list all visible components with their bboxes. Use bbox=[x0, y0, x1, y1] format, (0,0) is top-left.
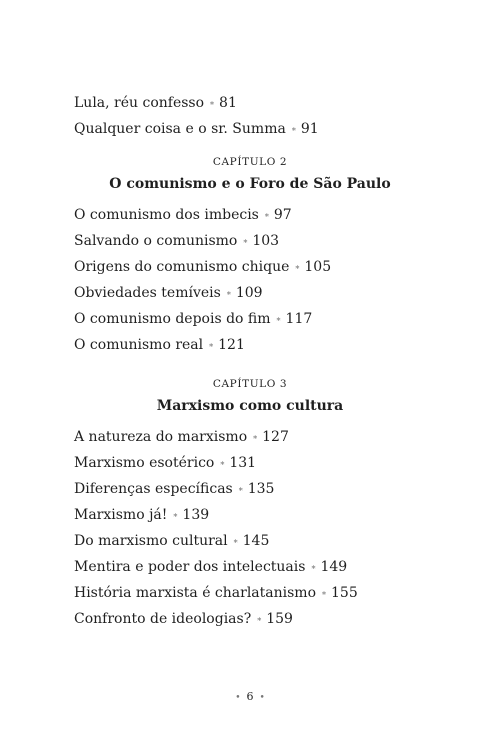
entry-page: 103 bbox=[252, 233, 280, 249]
entry-title: Do marxismo cultural bbox=[74, 533, 228, 549]
toc-entry bbox=[74, 332, 331, 358]
toc-entry bbox=[74, 450, 358, 476]
separator-icon: ⁎ bbox=[243, 236, 248, 245]
chapter-3-label: CAPÍTULO 3 bbox=[212, 378, 288, 390]
entry-page: 149 bbox=[320, 559, 348, 575]
page-number: 6 bbox=[246, 690, 254, 703]
separator-icon: ⁎ bbox=[233, 536, 238, 545]
entry-page: 127 bbox=[262, 429, 289, 445]
entry-title: Marxismo esotérico bbox=[74, 455, 215, 471]
entry-page: 159 bbox=[266, 611, 293, 627]
dot-icon: • bbox=[259, 693, 265, 703]
toc-section-top bbox=[74, 90, 319, 142]
separator-icon: ⁎ bbox=[295, 262, 300, 271]
entry-page: 155 bbox=[331, 585, 358, 601]
separator-icon: ⁎ bbox=[209, 340, 214, 349]
toc-entry bbox=[74, 476, 358, 502]
entry-title: Obviedades temíveis bbox=[74, 285, 221, 301]
entry-page: 91 bbox=[300, 121, 319, 137]
chapter-3-title: Marxismo como cultura bbox=[156, 398, 344, 414]
chapter-2-title: O comunismo e o Foro de São Paulo bbox=[109, 176, 391, 192]
separator-icon: ⁎ bbox=[257, 614, 262, 623]
entry-title: Qualquer coisa e o sr. Summa bbox=[74, 121, 286, 137]
separator-icon: ⁎ bbox=[253, 432, 258, 441]
entry-title: Origens do comunismo chique bbox=[74, 259, 290, 275]
toc-entry bbox=[74, 202, 331, 228]
separator-icon: ⁎ bbox=[220, 458, 225, 467]
separator-icon: ⁎ bbox=[226, 288, 231, 297]
entry-page: 97 bbox=[273, 207, 292, 223]
toc-entry bbox=[74, 606, 358, 632]
entry-title: O comunismo dos imbecis bbox=[74, 207, 259, 223]
entry-title: Mentira e poder dos intelectuais bbox=[74, 559, 306, 575]
toc-section-chapter-2 bbox=[74, 202, 331, 358]
entry-title: História marxista é charlatanismo bbox=[74, 585, 316, 601]
toc-entry bbox=[74, 116, 319, 142]
toc-entry bbox=[74, 228, 331, 254]
chapter-2-label: CAPÍTULO 2 bbox=[212, 156, 288, 168]
entry-title: A natureza do marxismo bbox=[74, 429, 248, 445]
entry-page: 135 bbox=[247, 481, 275, 497]
entry-title: Diferenças específicas bbox=[74, 481, 233, 497]
entry-page: 139 bbox=[182, 507, 210, 523]
page-folio bbox=[0, 690, 500, 703]
entry-title: O comunismo depois do fim bbox=[74, 311, 271, 327]
entry-title: O comunismo real bbox=[74, 337, 204, 353]
entry-title: Lula, réu confesso bbox=[74, 95, 205, 111]
separator-icon: ⁎ bbox=[311, 562, 316, 571]
toc-section-chapter-3 bbox=[74, 424, 358, 632]
separator-icon: ⁎ bbox=[322, 588, 326, 597]
toc-entry bbox=[74, 554, 358, 580]
entry-page: 109 bbox=[235, 285, 263, 301]
separator-icon: ⁎ bbox=[238, 484, 243, 493]
separator-icon: ⁎ bbox=[210, 98, 215, 107]
entry-title: Confronto de ideologias? bbox=[74, 611, 252, 627]
entry-page: 145 bbox=[242, 533, 270, 549]
separator-icon: ⁎ bbox=[264, 210, 269, 219]
separator-icon: ⁎ bbox=[291, 124, 296, 133]
entry-title: Salvando o comunismo bbox=[74, 233, 238, 249]
toc-entry bbox=[74, 580, 358, 606]
toc-entry bbox=[74, 306, 331, 332]
toc-entry bbox=[74, 502, 358, 528]
entry-page: 81 bbox=[219, 95, 237, 111]
entry-page: 121 bbox=[218, 337, 245, 353]
toc-entry bbox=[74, 424, 358, 450]
toc-entry bbox=[74, 528, 358, 554]
dot-icon: • bbox=[235, 693, 241, 703]
entry-title: Marxismo já! bbox=[74, 507, 168, 523]
separator-icon: ⁎ bbox=[173, 510, 178, 519]
entry-page: 105 bbox=[304, 259, 332, 275]
toc-entry bbox=[74, 90, 319, 116]
entry-page: 131 bbox=[229, 455, 257, 471]
entry-page: 117 bbox=[285, 311, 313, 327]
toc-entry bbox=[74, 254, 331, 280]
toc-entry bbox=[74, 280, 331, 306]
separator-icon: ⁎ bbox=[276, 314, 281, 323]
